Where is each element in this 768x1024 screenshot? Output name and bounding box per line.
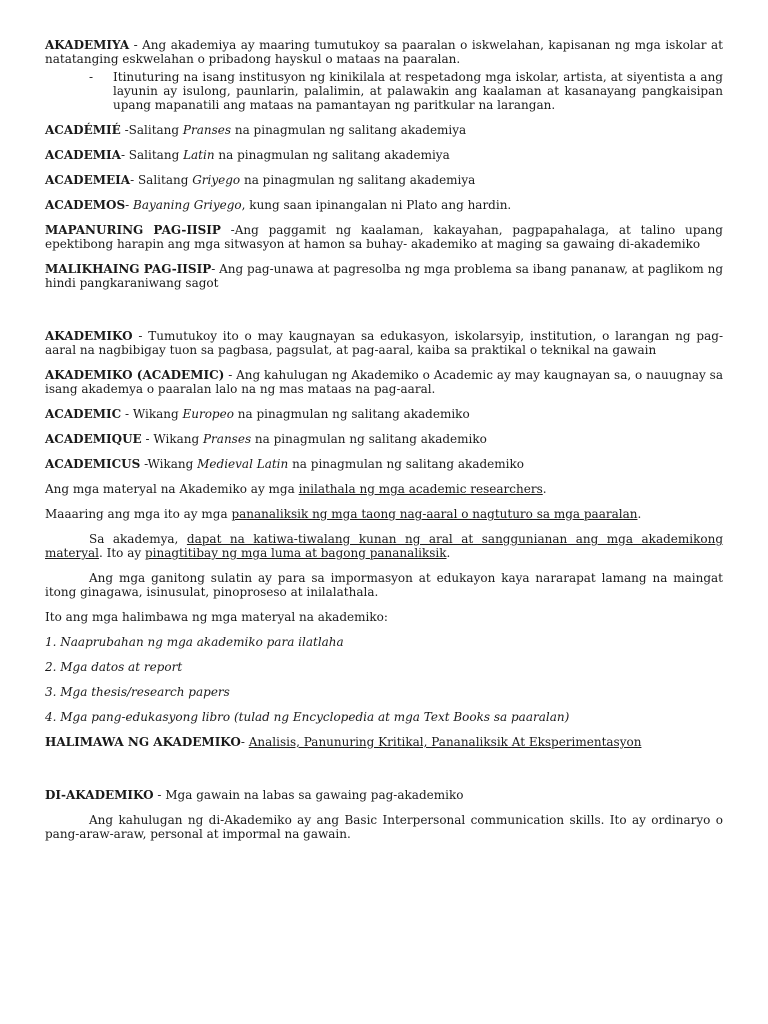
def-academia-post: na pinagmulan ng salitang akademiya xyxy=(214,148,450,162)
p1-underline: inilathala ng mga academic researchers xyxy=(298,482,543,496)
entry-academos xyxy=(45,198,723,212)
def-di-akademiko: - Mga gawain na labas sa gawaing pag-akademiko xyxy=(153,788,464,802)
p3-post: . xyxy=(446,546,451,560)
def-mapanuring: -Ang paggamit ng kaalaman, kakayahan, pagpapahalaga, at talino upang epektibong harapin ang mga sitwasyon at hamon sa buhay- akademiko at maging sa gawaing di-akademiko xyxy=(45,223,723,251)
paragraph-di-akademiko: Ang kahulugan ng di-Akademiko ay ang Basic Interpersonal communication skills. Ito ay ordinaryo o pang-araw-araw, personal at impormal na gawain. xyxy=(45,813,723,841)
p2-underline: pananaliksik ng mga taong nag-aaral o nagtuturo sa mga paaralan xyxy=(231,507,638,521)
def-academique-pre: - Wikang xyxy=(141,432,203,446)
term-halimbawa: HALIMAWA NG AKADEMIKO xyxy=(45,735,241,749)
p1-post: . xyxy=(542,482,547,496)
term-di-akademiko: DI-AKADEMIKO xyxy=(45,788,154,802)
def-academeia-pre: - Salitang xyxy=(130,173,193,187)
bullet-text: Itinuturing na isang institusyon ng kinikilala at respetadong mga iskolar, artista, at siyentista a ang layunin ay isulong, paunlarin, palalimin, at palawakin ang kaalaman at kasanayang pangkaisipan upang mapanatili ang mataas na pamantayan ng paritkular na larangan. xyxy=(113,70,723,112)
term-academeia: ACADEMEIA xyxy=(45,173,131,187)
bullet-dash: - xyxy=(89,70,94,84)
term-akademiko: AKADEMIKO xyxy=(45,329,133,343)
paragraph-sulatin: Ang mga ganitong sulatin ay para sa impormasyon at edukayon kaya nararapat lamang na maingat itong ginagawa, isinusulat, pinoproseso at inilalathala. xyxy=(45,571,723,599)
def-academia-pre: - Salitang xyxy=(120,148,184,162)
p3-mid: . Ito ay xyxy=(98,546,145,560)
entry-akademiko xyxy=(45,329,723,357)
def-academos-pre: - xyxy=(125,198,134,212)
term-academie: ACADÉMIÉ xyxy=(45,123,121,137)
term-academicus: ACADEMICUS xyxy=(45,457,141,471)
term-academos: ACADEMOS xyxy=(45,198,126,212)
def-akademiko-academic: - Ang kahulugan ng Akademiko o Academic ay may kaugnayan sa, o nauugnay sa isang akademya o paaralan lalo na ng mas mataas na pag-aaral. xyxy=(45,368,723,396)
def-academicus-pre: -Wikang xyxy=(140,457,198,471)
def-academic-ital: Europeo xyxy=(182,407,234,421)
paragraph-pananaliksik xyxy=(45,507,723,521)
entry-academique xyxy=(45,432,723,446)
def-academic-pre: - Wikang xyxy=(121,407,183,421)
term-mapanuring: MAPANURING PAG-IISIP xyxy=(45,223,221,237)
def-malikhaing: - Ang pag-unawa at pagresolba ng mga problema sa ibang pananaw, at paglikom ng hindi pangkaraniwang sagot xyxy=(45,262,723,290)
entry-akademiya xyxy=(45,38,723,66)
paragraph-halimbawa-intro: Ito ang mga halimbawa ng mga materyal na akademiko: xyxy=(45,610,388,624)
def-academeia-post: na pinagmulan ng salitang akademiya xyxy=(240,173,476,187)
def-academic-post: na pinagmulan ng salitang akademiko xyxy=(233,407,470,421)
entry-halimbawa xyxy=(45,735,723,749)
def-academie-post: na pinagmulan ng salitang akademiya xyxy=(231,123,467,137)
p3-underline-1: dapat na katiwa-tiwalang kunan ng aral at sanggunianan ang mga akademikong materyal xyxy=(45,532,724,560)
term-academic: ACADEMIC xyxy=(45,407,122,421)
entry-mapanuring xyxy=(45,223,723,251)
entry-academicus xyxy=(45,457,723,471)
entry-di-akademiko xyxy=(45,788,723,802)
def-academeia-ital: Griyego xyxy=(192,173,241,187)
example-item-3: 3. Mga thesis/research papers xyxy=(45,685,230,699)
halimbawa-dash: - xyxy=(240,735,249,749)
term-akademiya: AKADEMIYA xyxy=(45,38,130,52)
term-academique: ACADEMIQUE xyxy=(45,432,142,446)
term-akademiko-academic: AKADEMIKO (ACADEMIC) xyxy=(45,368,225,382)
p1-pre: Ang mga materyal na Akademiko ay mga xyxy=(45,482,299,496)
paragraph-akademya xyxy=(45,532,723,560)
example-item-2: 2. Mga datos at report xyxy=(45,660,183,674)
p3-pre: Sa akademya, xyxy=(89,532,187,546)
spacer xyxy=(45,301,723,329)
entry-akademiko-academic xyxy=(45,368,723,396)
p2-pre: Maaaring ang mga ito ay mga xyxy=(45,507,232,521)
entry-academie xyxy=(45,123,723,137)
def-academie-ital: Pranses xyxy=(182,123,232,137)
def-academicus-ital: Medieval Latin xyxy=(197,457,289,471)
def-academicus-post: na pinagmulan ng salitang akademiko xyxy=(288,457,524,471)
halimbawa-underline: Analisis, Panunuring Kritikal, Pananaliksik At Eksperimentasyon xyxy=(248,735,642,749)
example-item-4: 4. Mga pang-edukasyong libro (tulad ng Encyclopedia at mga Text Books sa paaralan) xyxy=(45,710,570,724)
def-academos-post: , kung saan ipinangalan ni Plato ang hardin. xyxy=(241,198,512,212)
def-academie-pre: -Salitang xyxy=(120,123,183,137)
entry-academic xyxy=(45,407,723,421)
paragraph-materyal xyxy=(45,482,723,496)
entry-academeia xyxy=(45,173,723,187)
entry-malikhaing xyxy=(45,262,723,290)
example-item-1: 1. Naaprubahan ng mga akademiko para ilatlaha xyxy=(45,635,344,649)
def-academia-ital: Latin xyxy=(183,148,215,162)
term-malikhaing: MALIKHAING PAG-IISIP xyxy=(45,262,212,276)
term-academia: ACADEMIA xyxy=(45,148,121,162)
def-academos-ital: Bayaning Griyego xyxy=(133,198,242,212)
entry-academia xyxy=(45,148,723,162)
def-akademiya: - Ang akademiya ay maaring tumutukoy sa paaralan o iskwelahan, kapisanan ng mga iskolar at natatanging eskwelahan o pribadong hayskul o mataas na paaralan. xyxy=(45,38,723,66)
spacer xyxy=(45,760,723,788)
def-academique-ital: Pranses xyxy=(202,432,252,446)
p2-post: . xyxy=(637,507,642,521)
bullet-institusyon xyxy=(89,70,723,112)
def-akademiko: - Tumutukoy ito o may kaugnayan sa edukasyon, iskolarsyip, institution, o larangan ng pag-aaral na nagbibigay tuon sa pagbasa, pagsulat, at pag-aaral, kaiba sa praktikal o teknikal na gawain xyxy=(45,329,723,357)
p3-underline-2: pinagtitibay ng mga luma at bagong pananaliksik xyxy=(144,546,447,560)
def-academique-post: na pinagmulan ng salitang akademiko xyxy=(251,432,487,446)
